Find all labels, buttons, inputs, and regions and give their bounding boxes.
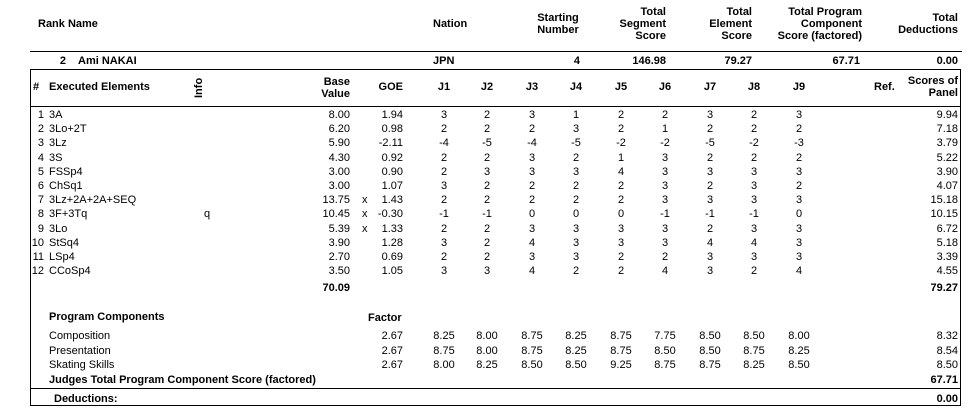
element-code: 3Lo xyxy=(49,222,68,235)
element-judge-7-score: 2 xyxy=(706,222,714,235)
component-judge-4-score: 8.25 xyxy=(565,344,587,357)
element-code: CCoSp4 xyxy=(49,265,91,278)
header-info: Info xyxy=(193,77,205,98)
component-judge-8-score: 8.25 xyxy=(743,359,765,371)
component-judge-5-score: 8.75 xyxy=(610,344,632,357)
header-scores-of-panel: Scores of Panel xyxy=(907,75,958,99)
element-judge-3-score: 3 xyxy=(528,109,536,121)
element-judge-5-score: 2 xyxy=(617,109,625,121)
element-judge-6-score: -1 xyxy=(660,208,670,221)
element-code: 3F+3Tq xyxy=(49,208,88,221)
element-judge-2-score: 2 xyxy=(483,151,491,164)
component-judge-6-score: 8.50 xyxy=(654,344,676,357)
element-code: StSq4 xyxy=(49,236,79,249)
element-judge-5-score: 2 xyxy=(617,265,625,278)
element-base-value: 5.39 xyxy=(328,222,350,235)
header-goe: GOE xyxy=(378,81,403,93)
element-judge-5-score: 3 xyxy=(617,222,625,235)
header-judge-7: J7 xyxy=(703,81,717,93)
element-base-value: 2.70 xyxy=(328,251,350,263)
skater-name: Ami NAKAI xyxy=(78,55,137,67)
header-judge-9: J9 xyxy=(792,81,806,93)
component-factor: 2.67 xyxy=(381,344,403,357)
element-goe: 1.33 xyxy=(381,222,403,235)
element-goe: 1.05 xyxy=(381,265,403,278)
element-judge-3-score: 4 xyxy=(528,265,536,278)
element-base-value: 3.00 xyxy=(328,165,350,178)
element-judge-9-score: 0 xyxy=(795,208,803,221)
component-judge-5-score: 8.75 xyxy=(610,330,632,342)
element-panel-score: 6.72 xyxy=(936,222,958,235)
element-number: 8 xyxy=(37,208,44,221)
element-judge-3-score: 2 xyxy=(528,123,536,136)
element-number: 3 xyxy=(37,137,44,150)
component-judge-9-score: 8.00 xyxy=(788,330,810,342)
header-base-value: Base Value xyxy=(321,76,350,100)
element-number: 5 xyxy=(37,165,44,178)
component-judge-5-score: 9.25 xyxy=(610,359,632,371)
component-judge-1-score: 8.75 xyxy=(433,344,455,357)
element-judge-8-score: 2 xyxy=(750,109,758,121)
factor-header: Factor xyxy=(368,312,402,324)
element-judge-5-score: 0 xyxy=(617,208,625,221)
program-components-title: Program Components xyxy=(49,311,165,323)
element-judge-3-score: 0 xyxy=(528,208,536,221)
element-judge-2-score: 2 xyxy=(483,109,491,121)
component-panel-score: 8.50 xyxy=(936,359,958,371)
header-total-deductions: Total Deductions xyxy=(898,12,958,36)
element-goe: 0.90 xyxy=(381,165,403,178)
component-judge-8-score: 8.75 xyxy=(743,344,765,357)
element-judge-8-score: 3 xyxy=(750,180,758,192)
element-judge-3-score: 3 xyxy=(528,165,536,178)
element-judge-2-score: 3 xyxy=(483,165,491,178)
element-judge-8-score: 3 xyxy=(750,165,758,178)
skater-rank: 2 xyxy=(59,55,66,67)
element-goe: 0.69 xyxy=(381,251,403,263)
component-judge-6-score: 8.75 xyxy=(654,359,676,371)
element-judge-6-score: -2 xyxy=(660,137,670,150)
component-judge-2-score: 8.00 xyxy=(476,344,498,357)
element-number: 1 xyxy=(37,109,44,121)
element-judge-2-score: 3 xyxy=(483,265,491,278)
element-judge-1-score: 2 xyxy=(440,222,448,235)
element-goe: 1.94 xyxy=(381,109,403,121)
element-judge-7-score: 2 xyxy=(706,180,714,192)
element-judge-7-score: 3 xyxy=(706,165,714,178)
element-judge-5-score: 4 xyxy=(617,165,625,178)
element-judge-4-score: 2 xyxy=(572,265,580,278)
element-number: 2 xyxy=(37,123,44,136)
element-judge-3-score: 3 xyxy=(528,151,536,164)
element-bonus-marker: x xyxy=(362,208,368,221)
element-number: 4 xyxy=(37,151,44,164)
element-judge-4-score: 1 xyxy=(572,109,580,121)
element-judge-6-score: 3 xyxy=(661,165,669,178)
element-info: q xyxy=(204,208,211,221)
element-judge-3-score: 2 xyxy=(528,180,536,192)
component-judge-8-score: 8.50 xyxy=(743,330,765,342)
component-panel-score: 8.32 xyxy=(936,330,958,342)
element-judge-8-score: 3 xyxy=(750,194,758,207)
element-code: 3Lz+2A+2A+SEQ xyxy=(49,194,137,207)
element-panel-score: 4.07 xyxy=(936,180,958,192)
element-judge-4-score: 2 xyxy=(572,194,580,207)
header-total-pcs: Total Program Component Score (factored) xyxy=(777,6,862,42)
element-goe: 0.92 xyxy=(381,151,403,164)
element-goe: 1.43 xyxy=(381,194,403,207)
component-name: Presentation xyxy=(49,344,111,357)
total-element-score: 79.27 xyxy=(724,55,752,67)
element-judge-7-score: -5 xyxy=(705,137,715,150)
header-starting-number: Starting Number xyxy=(537,12,579,36)
element-judge-9-score: 4 xyxy=(795,265,803,278)
header-judge-6: J6 xyxy=(658,81,672,93)
element-code: FSSp4 xyxy=(49,165,83,178)
component-judge-3-score: 8.75 xyxy=(521,330,543,342)
element-judge-6-score: 3 xyxy=(661,151,669,164)
element-number: 7 xyxy=(37,194,44,207)
component-judge-2-score: 8.00 xyxy=(476,330,498,342)
element-judge-9-score: 3 xyxy=(795,236,803,249)
element-panel-score: 5.18 xyxy=(936,236,958,249)
element-judge-7-score: 4 xyxy=(706,236,714,249)
element-goe: 1.07 xyxy=(381,180,403,192)
element-judge-8-score: 2 xyxy=(750,123,758,136)
element-judge-1-score: 3 xyxy=(440,180,448,192)
element-judge-2-score: 2 xyxy=(483,222,491,235)
component-judge-9-score: 8.25 xyxy=(788,344,810,357)
element-number: 11 xyxy=(32,251,44,263)
deductions-value: 0.00 xyxy=(936,393,958,405)
element-judge-8-score: 2 xyxy=(750,265,758,278)
header-nation: Nation xyxy=(433,18,468,30)
element-judge-2-score: -5 xyxy=(482,137,492,150)
element-code: 3S xyxy=(49,151,63,164)
element-judge-6-score: 1 xyxy=(661,123,669,136)
element-judge-9-score: 2 xyxy=(795,180,803,192)
deductions-label: Deductions: xyxy=(54,393,118,405)
header-judge-2: J2 xyxy=(480,81,494,93)
element-judge-1-score: 2 xyxy=(440,151,448,164)
element-base-value: 3.50 xyxy=(328,265,350,278)
element-goe: 0.98 xyxy=(381,123,403,136)
element-judge-1-score: 3 xyxy=(440,236,448,249)
header-executed-elements: Executed Elements xyxy=(49,81,150,93)
element-judge-7-score: 3 xyxy=(706,265,714,278)
pcs-total-label: Judges Total Program Component Score (factored) xyxy=(49,374,316,386)
element-judge-4-score: 3 xyxy=(572,251,580,263)
element-judge-6-score: 3 xyxy=(661,236,669,249)
element-judge-5-score: 2 xyxy=(617,180,625,192)
element-judge-2-score: 2 xyxy=(483,180,491,192)
element-judge-9-score: 3 xyxy=(795,165,803,178)
header-total-element-score: Total Element Score xyxy=(709,6,752,42)
element-judge-2-score: -1 xyxy=(482,208,492,221)
element-bonus-marker: x xyxy=(362,222,368,235)
component-judge-3-score: 8.50 xyxy=(521,359,543,371)
element-judge-9-score: 3 xyxy=(795,194,803,207)
element-judge-2-score: 2 xyxy=(483,251,491,263)
element-panel-score: 3.79 xyxy=(936,137,958,150)
element-goe: -2.11 xyxy=(378,137,403,150)
element-judge-6-score: 3 xyxy=(661,194,669,207)
element-base-value: 3.90 xyxy=(328,236,350,249)
element-judge-9-score: 3 xyxy=(795,251,803,263)
element-judge-8-score: 4 xyxy=(750,236,758,249)
element-judge-7-score: 2 xyxy=(706,123,714,136)
element-judge-6-score: 2 xyxy=(661,109,669,121)
element-judge-3-score: -4 xyxy=(527,137,537,150)
element-bonus-marker: x xyxy=(362,194,368,207)
component-judge-1-score: 8.00 xyxy=(433,359,455,371)
total-pcs: 67.71 xyxy=(832,55,860,67)
deductions-divider xyxy=(30,388,961,389)
summary-divider xyxy=(30,51,962,52)
element-panel-score: 3.90 xyxy=(936,165,958,178)
element-judge-1-score: -4 xyxy=(439,137,449,150)
element-panel-score: 5.22 xyxy=(936,151,958,164)
total-segment-score: 146.98 xyxy=(632,55,666,67)
header-total-segment-score: Total Segment Score xyxy=(619,6,666,42)
element-judge-7-score: 3 xyxy=(706,109,714,121)
element-base-value: 8.00 xyxy=(328,109,350,121)
component-judge-1-score: 8.25 xyxy=(433,330,455,342)
element-base-value: 13.75 xyxy=(322,194,350,207)
starting-number: 4 xyxy=(573,55,580,67)
header-judge-5: J5 xyxy=(614,81,628,93)
element-judge-2-score: 2 xyxy=(483,194,491,207)
element-code: 3A xyxy=(49,109,63,121)
component-panel-score: 8.54 xyxy=(936,344,958,357)
element-judge-1-score: 2 xyxy=(440,194,448,207)
component-judge-7-score: 8.50 xyxy=(699,330,721,342)
element-code: LSp4 xyxy=(49,251,75,263)
skater-nation: JPN xyxy=(433,55,455,67)
element-judge-4-score: 2 xyxy=(572,180,580,192)
element-judge-8-score: 3 xyxy=(750,222,758,235)
total-deductions: 0.00 xyxy=(936,55,958,67)
element-judge-3-score: 3 xyxy=(528,251,536,263)
element-judge-9-score: -3 xyxy=(794,137,804,150)
component-judge-9-score: 8.50 xyxy=(788,359,810,371)
element-judge-5-score: -2 xyxy=(616,137,626,150)
element-code: 3Lz xyxy=(49,137,67,150)
header-judge-1: J1 xyxy=(437,81,451,93)
element-judge-5-score: 2 xyxy=(617,251,625,263)
element-judge-7-score: 3 xyxy=(706,194,714,207)
component-judge-3-score: 8.75 xyxy=(521,344,543,357)
component-name: Composition xyxy=(49,330,111,342)
header-judge-8: J8 xyxy=(747,81,761,93)
base-value-total: 70.09 xyxy=(322,282,350,294)
element-judge-2-score: 2 xyxy=(483,123,491,136)
element-judge-2-score: 2 xyxy=(483,236,491,249)
element-judge-3-score: 3 xyxy=(528,222,536,235)
element-judge-9-score: 2 xyxy=(795,123,803,136)
element-judge-5-score: 2 xyxy=(617,123,625,136)
header-judge-4: J4 xyxy=(569,81,583,93)
element-judge-4-score: 0 xyxy=(572,208,580,221)
element-judge-8-score: 3 xyxy=(750,251,758,263)
component-judge-6-score: 7.75 xyxy=(654,330,676,342)
element-judge-5-score: 3 xyxy=(617,236,625,249)
component-factor: 2.67 xyxy=(381,330,403,342)
element-number: 12 xyxy=(31,265,44,278)
header-num: # xyxy=(33,81,40,93)
element-judge-4-score: 2 xyxy=(572,151,580,164)
element-panel-score: 15.18 xyxy=(930,194,958,207)
element-number: 9 xyxy=(37,222,44,235)
element-judge-1-score: 2 xyxy=(440,123,448,136)
element-judge-6-score: 3 xyxy=(661,180,669,192)
element-base-value: 5.90 xyxy=(328,137,350,150)
element-judge-3-score: 2 xyxy=(528,194,536,207)
element-judge-7-score: 2 xyxy=(706,151,714,164)
component-judge-2-score: 8.25 xyxy=(476,359,498,371)
element-judge-9-score: 3 xyxy=(795,109,803,121)
elements-header-divider xyxy=(30,106,961,107)
component-judge-7-score: 8.50 xyxy=(699,344,721,357)
element-judge-8-score: 2 xyxy=(750,151,758,164)
element-judge-7-score: -1 xyxy=(705,208,715,221)
element-number: 6 xyxy=(37,180,44,192)
component-judge-7-score: 8.75 xyxy=(699,359,721,371)
element-judge-4-score: 3 xyxy=(572,222,580,235)
element-judge-4-score: 3 xyxy=(572,165,580,178)
element-base-value: 10.45 xyxy=(322,208,350,221)
component-judge-4-score: 8.50 xyxy=(565,359,587,371)
component-name: Skating Skills xyxy=(49,359,115,371)
element-judge-1-score: -1 xyxy=(439,208,449,221)
element-judge-9-score: 3 xyxy=(795,222,803,235)
element-panel-score: 7.18 xyxy=(936,123,958,136)
element-judge-1-score: 2 xyxy=(440,165,448,178)
element-judge-4-score: -5 xyxy=(571,137,581,150)
header-rank-name: Rank Name xyxy=(38,18,98,30)
element-judge-8-score: -1 xyxy=(749,208,759,221)
element-judge-4-score: 3 xyxy=(572,236,580,249)
element-judge-1-score: 3 xyxy=(440,109,448,121)
element-panel-score: 4.55 xyxy=(936,265,958,278)
element-base-value: 3.00 xyxy=(328,180,350,192)
scores-total: 79.27 xyxy=(930,282,958,294)
element-goe: 1.28 xyxy=(381,236,403,249)
component-factor: 2.67 xyxy=(381,359,403,371)
element-judge-4-score: 3 xyxy=(572,123,580,136)
header-ref: Ref. xyxy=(874,81,895,93)
element-goe: -0.30 xyxy=(377,208,403,221)
element-judge-8-score: -2 xyxy=(749,137,759,150)
element-judge-1-score: 3 xyxy=(440,265,448,278)
element-panel-score: 9.94 xyxy=(936,109,958,121)
element-number: 10 xyxy=(31,236,44,249)
pcs-total-value: 67.71 xyxy=(930,374,958,386)
element-judge-7-score: 3 xyxy=(706,251,714,263)
element-judge-3-score: 4 xyxy=(528,236,536,249)
element-code: 3Lo+2T xyxy=(49,123,87,136)
element-judge-6-score: 2 xyxy=(661,251,669,263)
element-base-value: 6.20 xyxy=(328,123,350,136)
element-judge-5-score: 2 xyxy=(617,194,625,207)
element-judge-6-score: 3 xyxy=(661,222,669,235)
element-code: ChSq1 xyxy=(49,180,83,192)
element-judge-9-score: 2 xyxy=(795,151,803,164)
element-judge-1-score: 2 xyxy=(440,251,448,263)
element-panel-score: 3.39 xyxy=(936,251,958,263)
element-base-value: 4.30 xyxy=(328,151,350,164)
element-judge-6-score: 4 xyxy=(661,265,669,278)
component-judge-4-score: 8.25 xyxy=(565,330,587,342)
element-panel-score: 10.15 xyxy=(930,208,958,221)
element-judge-5-score: 1 xyxy=(617,151,625,164)
header-judge-3: J3 xyxy=(525,81,539,93)
